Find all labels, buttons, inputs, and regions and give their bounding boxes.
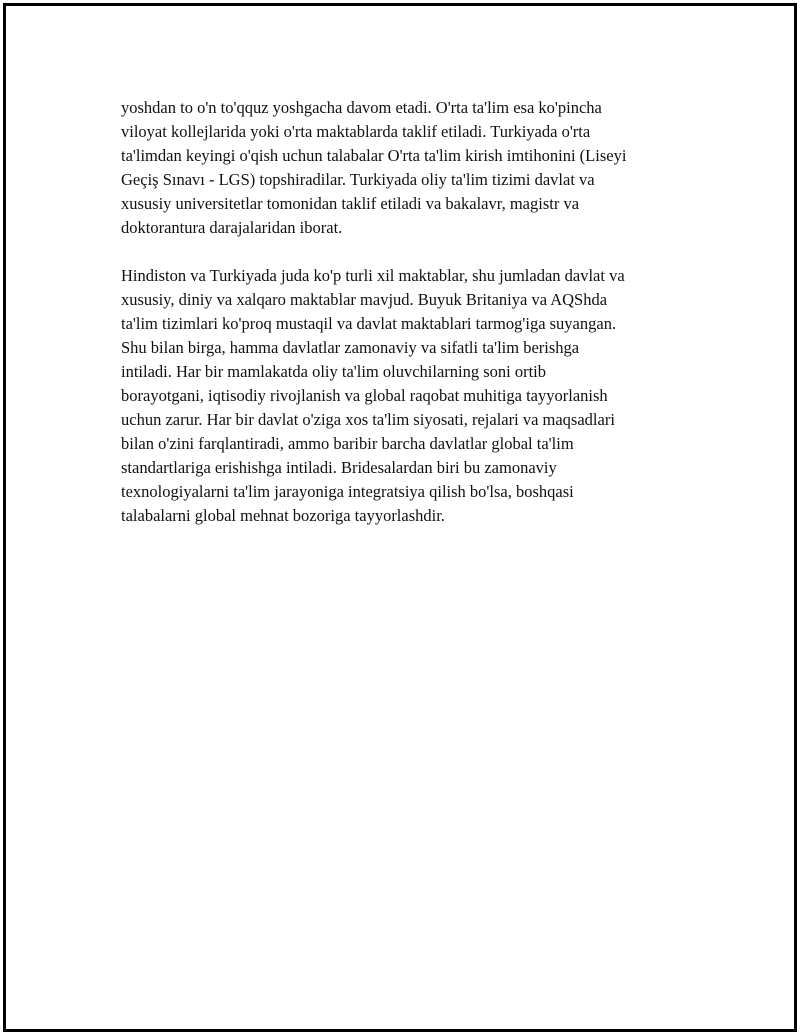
text-line: Hindiston va Turkiyada juda ko'p turli xil maktablar, shu jumladan davlat va (121, 266, 625, 285)
text-line: texnologiyalarni ta'lim jarayoniga integratsiya qilish bo'lsa, boshqasi (121, 482, 574, 501)
text-line: bilan o'zini farqlantiradi, ammo baribir barcha davlatlar global ta'lim (121, 434, 574, 453)
text-line: uchun zarur. Har bir davlat o'ziga xos ta'lim siyosati, rejalari va maqsadlari (121, 410, 615, 429)
text-line: doktorantura darajalaridan iborat. (121, 218, 343, 237)
text-line: yoshdan to o'n to'qquz yoshgacha davom etadi. O'rta ta'lim esa ko'pincha (121, 98, 602, 117)
text-line: xususiy, diniy va xalqaro maktablar mavjud. Buyuk Britaniya va AQShda (121, 290, 608, 309)
text-line: borayotgani, iqtisodiy rivojlanish va global raqobat muhitiga tayyorlanish (121, 386, 608, 405)
text-line: ta'limdan keyingi o'qish uchun talabalar O'rta ta'lim kirish imtihonini (Liseyi (121, 146, 627, 165)
paragraph-2 (121, 264, 701, 528)
text-line: standartlariga erishishga intiladi. Bridesalardan biri bu zamonaviy (121, 458, 557, 477)
text-line: ta'lim tizimlari ko'proq mustaqil va davlat maktablari tarmog'iga suyangan. (121, 314, 617, 333)
paragraph-1 (121, 96, 701, 240)
page-frame (3, 3, 797, 1032)
text-line: xususiy universitetlar tomonidan taklif etiladi va bakalavr, magistr va (121, 194, 580, 213)
text-line: Geçiş Sınavı - LGS) topshiradilar. Turkiyada oliy ta'lim tizimi davlat va (121, 170, 595, 189)
text-line: intiladi. Har bir mamlakatda oliy ta'lim oluvchilarning soni ortib (121, 362, 547, 381)
text-line: viloyat kollejlarida yoki o'rta maktablarda taklif etiladi. Turkiyada o'rta (121, 122, 591, 141)
text-line: Shu bilan birga, hamma davlatlar zamonaviy va sifatli ta'lim berishga (121, 338, 580, 357)
text-line: talabalarni global mehnat bozoriga tayyorlashdir. (121, 506, 445, 525)
page-body (121, 96, 701, 552)
